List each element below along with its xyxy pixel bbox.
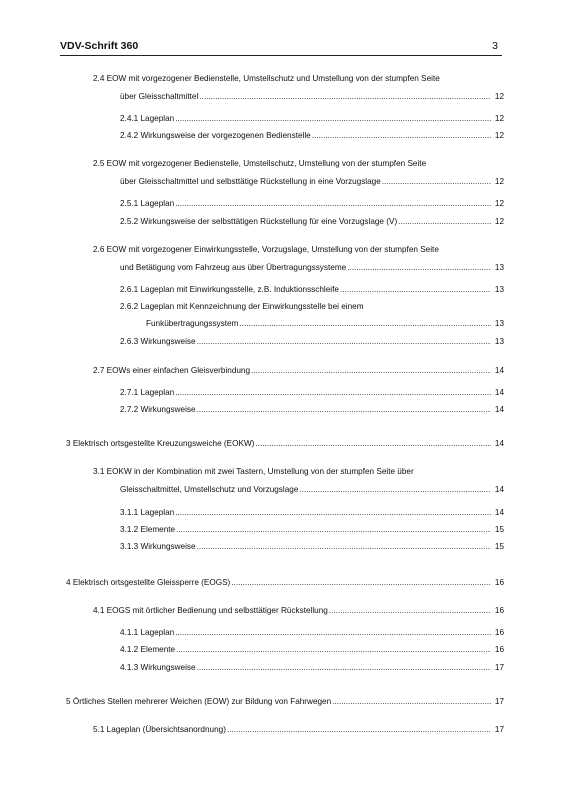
- toc-entry-label: 5 Örtliches Stellen mehrerer Weichen (EOW) zur Bildung von Fahrwegen: [66, 697, 332, 706]
- toc-page: 13: [494, 285, 504, 294]
- toc-entry-line1: 3.1 EOKW in der Kombination mit zwei Tastern, Umstellung von der stumpfen Seite über: [93, 467, 414, 476]
- toc-entry-label: 2.7 EOWs einer einfachen Gleisverbindung: [93, 366, 251, 375]
- leader-dots: [227, 724, 491, 735]
- toc-entry[interactable]: [93, 466, 504, 477]
- toc-entry[interactable]: [120, 198, 504, 209]
- toc-entry-continuation: [146, 318, 504, 329]
- toc-entry-line2: über Gleisschaltmittel: [120, 92, 199, 101]
- leader-dots: [176, 524, 491, 535]
- toc-page: 15: [494, 542, 504, 551]
- toc-entry[interactable]: [120, 336, 504, 347]
- leader-dots: [176, 644, 491, 655]
- leader-dots: [197, 541, 491, 552]
- toc-entry-label: 2.4.2 Wirkungsweise der vorgezogenen Bedienstelle: [120, 131, 311, 140]
- toc-entry-label: 3 Elektrisch ortsgestellte Kreuzungsweiche (EOKW): [66, 439, 255, 448]
- leader-dots: [231, 577, 491, 588]
- toc-page: 17: [494, 663, 504, 672]
- toc-entry-continuation: [120, 484, 504, 495]
- toc-page: 14: [494, 508, 504, 517]
- leader-dots: [175, 627, 491, 638]
- toc-entry-line2: Gleisschaltmittel, Umstellschutz und Vorzugslage: [120, 485, 299, 494]
- toc-entry[interactable]: [93, 724, 504, 735]
- toc-page: 15: [494, 525, 504, 534]
- toc-page: 12: [494, 131, 504, 140]
- toc-entry[interactable]: [93, 365, 504, 376]
- leader-dots: [347, 262, 491, 273]
- toc-entry-line1: 2.5 EOW mit vorgezogener Bedienstelle, Umstellschutz, Umstellung von der stumpfen Seite: [93, 159, 427, 168]
- leader-dots: [329, 605, 491, 616]
- toc-entry-line2: und Betätigung vom Fahrzeug aus über Übertragungssysteme: [120, 263, 347, 272]
- toc-page: 16: [494, 628, 504, 637]
- leader-dots: [251, 365, 491, 376]
- toc-page: 16: [494, 645, 504, 654]
- toc-entry[interactable]: [120, 541, 504, 552]
- leader-dots: [199, 91, 491, 102]
- toc-page: 12: [494, 217, 504, 226]
- toc-entry-label: 2.4.1 Lageplan: [120, 114, 175, 123]
- toc-page: 17: [494, 697, 504, 706]
- page-number: 3: [492, 40, 498, 52]
- toc-entry-line2: über Gleisschaltmittel und selbsttätige Rückstellung in eine Vorzugslage: [120, 177, 381, 186]
- toc-page: 13: [494, 337, 504, 346]
- leader-dots: [239, 318, 491, 329]
- toc-entry-label: 4.1 EOGS mit örtlicher Bedienung und selbsttätiger Rückstellung: [93, 606, 328, 615]
- toc-entry[interactable]: [120, 216, 504, 227]
- toc-entry-label: 2.5.1 Lageplan: [120, 199, 175, 208]
- toc-page: 14: [494, 366, 504, 375]
- toc-entry-label: 3.1.2 Elemente: [120, 525, 176, 534]
- toc-entry[interactable]: [93, 244, 504, 255]
- toc-entry[interactable]: [120, 662, 504, 673]
- toc-page: 12: [494, 92, 504, 101]
- leader-dots: [398, 216, 491, 227]
- toc-page: 14: [494, 485, 504, 494]
- toc-entry-label: 2.7.2 Wirkungsweise: [120, 405, 196, 414]
- toc-entry[interactable]: [120, 130, 504, 141]
- toc-page: 12: [494, 114, 504, 123]
- toc-entry-line1: 2.4 EOW mit vorgezogener Bedienstelle, Umstellschutz und Umstellung von der stumpfen Seite: [93, 74, 440, 83]
- toc-entry-continuation: [120, 262, 504, 273]
- toc-entry[interactable]: [120, 507, 504, 518]
- toc-entry-label: 3.1.1 Lageplan: [120, 508, 175, 517]
- toc-entry-continuation: [120, 91, 504, 102]
- leader-dots: [175, 387, 491, 398]
- toc-entry[interactable]: [120, 301, 504, 312]
- leader-dots: [175, 507, 491, 518]
- toc-page: 13: [494, 263, 504, 272]
- toc-entry[interactable]: [66, 696, 504, 707]
- leader-dots: [382, 176, 491, 187]
- leader-dots: [175, 113, 491, 124]
- leader-dots: [340, 284, 491, 295]
- toc-entry[interactable]: [120, 113, 504, 124]
- toc-entry-line1: 2.6.2 Lageplan mit Kennzeichnung der Einwirkungsstelle bei einem: [120, 302, 364, 311]
- toc-entry[interactable]: [93, 605, 504, 616]
- toc-entry-continuation: [120, 176, 504, 187]
- toc-page: 14: [494, 388, 504, 397]
- toc-entry[interactable]: [120, 524, 504, 535]
- toc-page: 12: [494, 199, 504, 208]
- toc-entry-label: 2.6.1 Lageplan mit Einwirkungsstelle, z.B. Induktionsschleife: [120, 285, 339, 294]
- leader-dots: [332, 696, 491, 707]
- toc-entry-label: 4.1.1 Lageplan: [120, 628, 175, 637]
- toc-page: 13: [494, 319, 504, 328]
- page-header: [60, 40, 502, 56]
- toc-entry[interactable]: [120, 284, 504, 295]
- leader-dots: [255, 438, 491, 449]
- toc-entry[interactable]: [120, 387, 504, 398]
- toc-page: 14: [494, 405, 504, 414]
- toc-entry-label: 2.6.3 Wirkungsweise: [120, 337, 196, 346]
- leader-dots: [175, 198, 491, 209]
- leader-dots: [197, 404, 491, 415]
- toc-page: 16: [494, 578, 504, 587]
- toc-entry-line1: 2.6 EOW mit vorgezogener Einwirkungsstelle, Vorzugslage, Umstellung von der stumpfen Seite: [93, 245, 439, 254]
- leader-dots: [197, 662, 491, 673]
- leader-dots: [312, 130, 491, 141]
- toc-entry-label: 3.1.3 Wirkungsweise: [120, 542, 196, 551]
- toc-entry-label: 4 Elektrisch ortsgestellte Gleissperre (EOGS): [66, 578, 231, 587]
- leader-dots: [299, 484, 491, 495]
- toc-entry-line2: Funkübertragungssystem: [146, 319, 239, 328]
- toc-entry-label: 4.1.2 Elemente: [120, 645, 176, 654]
- toc-page: 17: [494, 725, 504, 734]
- toc-page: 14: [494, 439, 504, 448]
- toc-page: 16: [494, 606, 504, 615]
- toc-entry[interactable]: [93, 158, 504, 169]
- document-title: VDV-Schrift 360: [60, 40, 139, 52]
- toc-entry[interactable]: [93, 73, 504, 84]
- toc-page: 12: [494, 177, 504, 186]
- toc-entry[interactable]: [66, 577, 504, 588]
- leader-dots: [197, 336, 491, 347]
- toc-entry-label: 2.5.2 Wirkungsweise der selbsttätigen Rückstellung für eine Vorzugslage (V): [120, 217, 398, 226]
- toc-entry[interactable]: [120, 644, 504, 655]
- toc-entry-label: 2.7.1 Lageplan: [120, 388, 175, 397]
- toc-entry[interactable]: [120, 404, 504, 415]
- toc-entry[interactable]: [120, 627, 504, 638]
- toc-entry-label: 5.1 Lageplan (Übersichtsanordnung): [93, 725, 226, 734]
- toc-entry[interactable]: [66, 438, 504, 449]
- toc-entry-label: 4.1.3 Wirkungsweise: [120, 663, 196, 672]
